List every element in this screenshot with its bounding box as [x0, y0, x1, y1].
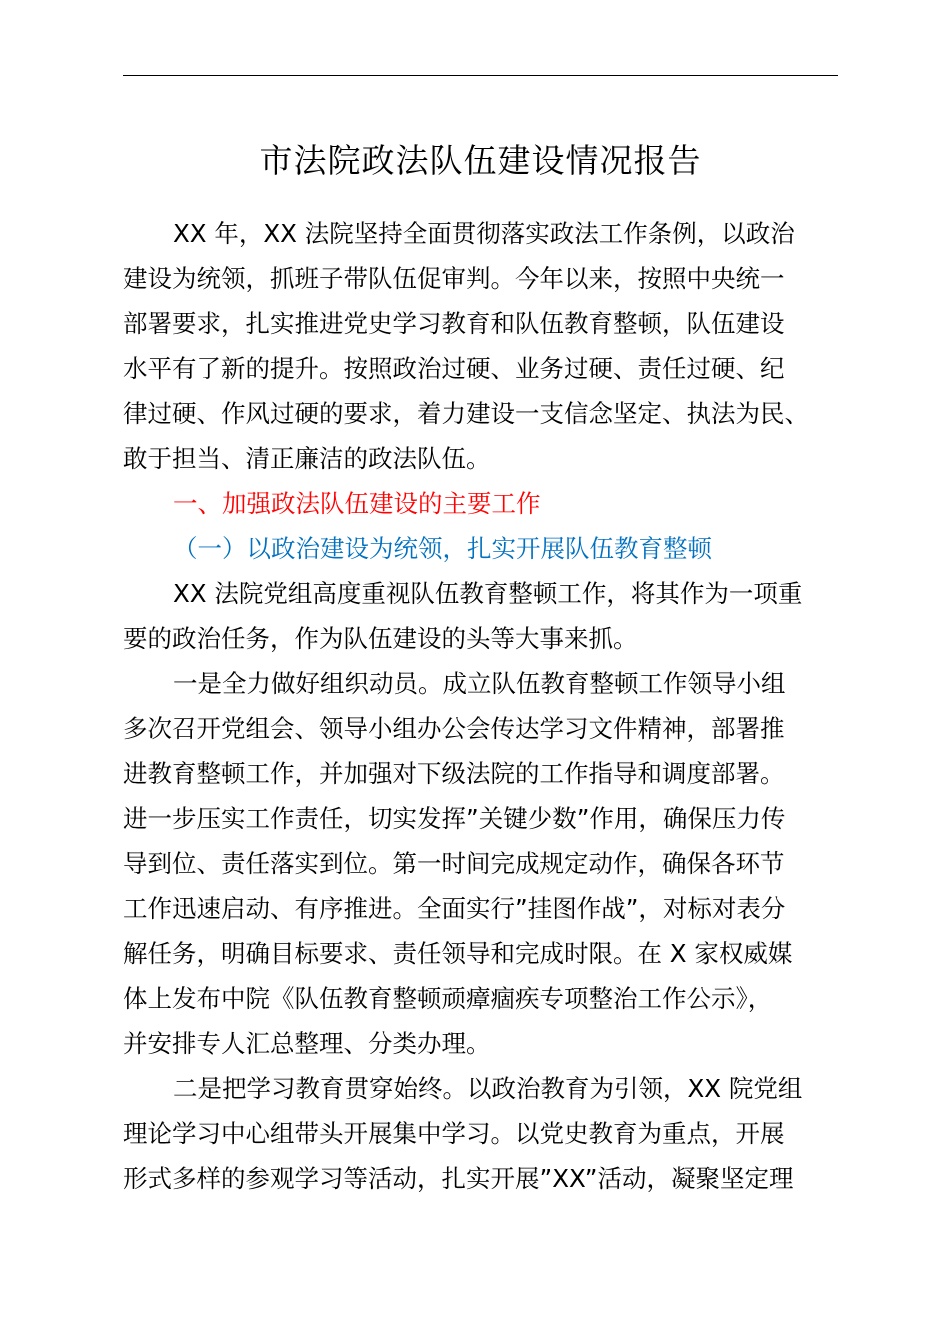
paragraph-line: XX 年，XX 法院坚持全面贯彻落实政法工作条例，以政治: [173, 219, 795, 248]
subsection-heading: （一）以政治建设为统领，扎实开展队伍教育整顿: [173, 534, 712, 563]
paragraph-line: 部署要求，扎实推进党史学习教育和队伍教育整顿，队伍建设: [123, 309, 785, 338]
paragraph-line: 律过硬、作风过硬的要求，着力建设一支信念坚定、执法为民、: [123, 399, 809, 428]
paragraph-line: 形式多样的参观学习等活动，扎实开展”XX”活动，凝聚坚定理: [123, 1164, 794, 1193]
document-title: 市法院政法队伍建设情况报告: [259, 141, 702, 180]
header-rule: [123, 75, 838, 76]
paragraph-line: 敢于担当、清正廉洁的政法队伍。: [123, 444, 491, 473]
paragraph-line: XX 法院党组高度重视队伍教育整顿工作，将其作为一项重: [173, 579, 803, 608]
paragraph-line: 导到位、责任落实到位。第一时间完成规定动作，确保各环节: [123, 849, 785, 878]
paragraph-line: 二是把学习教育贯穿始终。以政治教育为引领，XX 院党组: [173, 1074, 803, 1103]
paragraph-line: 进教育整顿工作，并加强对下级法院的工作指导和调度部署。: [123, 759, 785, 788]
section-heading: 一、加强政法队伍建设的主要工作: [173, 489, 541, 518]
paragraph-line: 一是全力做好组织动员。成立队伍教育整顿工作领导小组: [173, 669, 786, 698]
paragraph-line: 工作迅速启动、有序推进。全面实行”挂图作战”，对标对表分: [123, 894, 786, 923]
paragraph-line: 并安排专人汇总整理、分类办理。: [123, 1029, 491, 1058]
paragraph-line: 解任务，明确目标要求、责任领导和完成时限。在 X 家权威媒: [123, 939, 793, 968]
document-body: [123, 211, 841, 1201]
paragraph-line: 多次召开党组会、领导小组办公会传达学习文件精神，部署推: [123, 714, 785, 743]
paragraph-line: 建设为统领，抓班子带队伍促审判。今年以来，按照中央统一: [123, 264, 785, 293]
paragraph-line: 理论学习中心组带头开展集中学习。以党史教育为重点，开展: [123, 1119, 785, 1148]
paragraph-line: 水平有了新的提升。按照政治过硬、业务过硬、责任过硬、纪: [123, 354, 785, 383]
paragraph-line: 要的政治任务，作为队伍建设的头等大事来抓。: [123, 624, 638, 653]
paragraph-line: 体上发布中院《队伍教育整顿顽瘴痼疾专项整治工作公示》，: [123, 984, 773, 1013]
paragraph-line: 进一步压实工作责任，切实发挥”关键少数”作用，确保压力传: [123, 804, 786, 833]
